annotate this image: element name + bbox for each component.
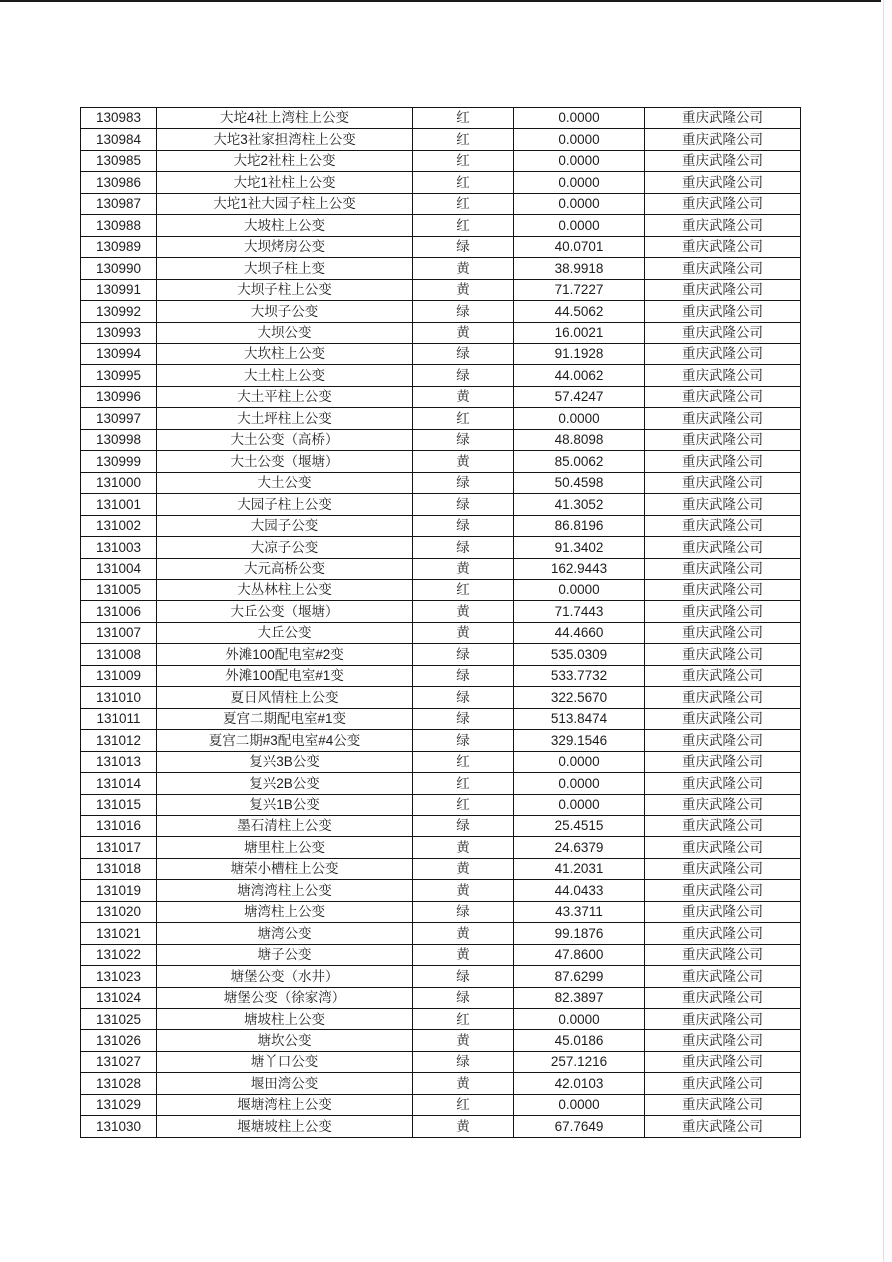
cell-value: 40.0701 [514,236,645,257]
cell-id: 130997 [81,408,157,429]
cell-id: 131025 [81,1009,157,1030]
cell-name: 大园子公变 [157,515,413,536]
cell-id: 131012 [81,730,157,751]
cell-name: 大丘公变（堰塘） [157,601,413,622]
cell-id: 131030 [81,1116,157,1138]
cell-id: 131009 [81,665,157,686]
cell-name: 塘堡公变（水井） [157,966,413,987]
table-row [81,1073,801,1094]
table-row [81,880,801,901]
cell-company: 重庆武隆公司 [645,1009,801,1030]
cell-company: 重庆武隆公司 [645,343,801,364]
table-row [81,429,801,450]
cell-name: 大坝子柱上公变 [157,279,413,300]
cell-value: 43.3711 [514,901,645,922]
cell-status: 绿 [413,730,514,751]
cell-company: 重庆武隆公司 [645,451,801,472]
cell-company: 重庆武隆公司 [645,386,801,407]
cell-status: 红 [413,794,514,815]
cell-status: 黄 [413,386,514,407]
cell-id: 131005 [81,579,157,600]
cell-company: 重庆武隆公司 [645,193,801,214]
cell-status: 黄 [413,837,514,858]
cell-status: 绿 [413,429,514,450]
cell-name: 复兴2B公变 [157,773,413,794]
cell-status: 绿 [413,966,514,987]
table-row [81,708,801,729]
table-row [81,794,801,815]
table-row [81,923,801,944]
cell-value: 0.0000 [514,579,645,600]
cell-value: 0.0000 [514,408,645,429]
cell-company: 重庆武隆公司 [645,901,801,922]
cell-company: 重庆武隆公司 [645,215,801,236]
cell-value: 44.5062 [514,301,645,322]
cell-name: 大土柱上公变 [157,365,413,386]
cell-name: 塘堡公变（徐家湾） [157,987,413,1008]
table-row [81,987,801,1008]
cell-id: 130984 [81,129,157,150]
cell-name: 塘里柱上公变 [157,837,413,858]
table-row [81,386,801,407]
cell-id: 130985 [81,150,157,171]
cell-id: 131017 [81,837,157,858]
cell-value: 0.0000 [514,215,645,236]
cell-status: 红 [413,108,514,129]
cell-value: 42.0103 [514,1073,645,1094]
cell-id: 131024 [81,987,157,1008]
table-row [81,622,801,643]
cell-value: 86.8196 [514,515,645,536]
cell-name: 塘湾柱上公变 [157,901,413,922]
cell-company: 重庆武隆公司 [645,730,801,751]
cell-name: 墨石清柱上公变 [157,815,413,836]
table-row [81,408,801,429]
cell-company: 重庆武隆公司 [645,1073,801,1094]
cell-name: 塘坡柱上公变 [157,1009,413,1030]
table-row [81,1030,801,1051]
cell-value: 57.4247 [514,386,645,407]
cell-id: 131014 [81,773,157,794]
cell-status: 黄 [413,322,514,343]
cell-name: 塘荣小槽柱上公变 [157,858,413,879]
cell-company: 重庆武隆公司 [645,429,801,450]
cell-id: 131023 [81,966,157,987]
cell-id: 131010 [81,687,157,708]
cell-status: 绿 [413,494,514,515]
cell-company: 重庆武隆公司 [645,837,801,858]
cell-name: 大园子柱上公变 [157,494,413,515]
cell-company: 重庆武隆公司 [645,1030,801,1051]
cell-status: 绿 [413,515,514,536]
cell-company: 重庆武隆公司 [645,494,801,515]
cell-status: 绿 [413,1051,514,1072]
cell-id: 131001 [81,494,157,515]
cell-value: 44.0433 [514,880,645,901]
cell-id: 131029 [81,1094,157,1115]
cell-status: 绿 [413,687,514,708]
cell-status: 黄 [413,451,514,472]
cell-company: 重庆武隆公司 [645,472,801,493]
cell-status: 黄 [413,880,514,901]
cell-value: 0.0000 [514,108,645,129]
cell-name: 大坨1社大园子柱上公变 [157,193,413,214]
cell-id: 131022 [81,944,157,965]
cell-value: 41.2031 [514,858,645,879]
cell-status: 红 [413,172,514,193]
cell-name: 大坨2社柱上公变 [157,150,413,171]
cell-id: 131013 [81,751,157,772]
cell-value: 0.0000 [514,193,645,214]
cell-id: 131028 [81,1073,157,1094]
cell-status: 黄 [413,944,514,965]
cell-status: 红 [413,129,514,150]
cell-value: 87.6299 [514,966,645,987]
cell-id: 130986 [81,172,157,193]
cell-company: 重庆武隆公司 [645,579,801,600]
cell-value: 535.0309 [514,644,645,665]
cell-value: 0.0000 [514,751,645,772]
cell-id: 130993 [81,322,157,343]
cell-company: 重庆武隆公司 [645,773,801,794]
cell-value: 44.4660 [514,622,645,643]
cell-id: 131020 [81,901,157,922]
table-row [81,301,801,322]
table-row [81,236,801,257]
cell-status: 绿 [413,665,514,686]
cell-value: 322.5670 [514,687,645,708]
cell-id: 130983 [81,108,157,129]
cell-status: 红 [413,408,514,429]
cell-id: 131000 [81,472,157,493]
cell-name: 大坝子公变 [157,301,413,322]
table-row [81,172,801,193]
table-row [81,472,801,493]
table-row [81,537,801,558]
cell-company: 重庆武隆公司 [645,279,801,300]
table-row [81,579,801,600]
cell-name: 夏宫二期#3配电室#4公变 [157,730,413,751]
table-body [81,108,801,1138]
table-row [81,365,801,386]
cell-name: 大凉子公变 [157,537,413,558]
cell-id: 131003 [81,537,157,558]
cell-value: 47.8600 [514,944,645,965]
cell-name: 塘丫口公变 [157,1051,413,1072]
cell-name: 塘湾湾柱上公变 [157,880,413,901]
cell-company: 重庆武隆公司 [645,880,801,901]
cell-company: 重庆武隆公司 [645,601,801,622]
cell-name: 大坝子柱上变 [157,258,413,279]
table-row [81,751,801,772]
cell-name: 大土公变（高桥） [157,429,413,450]
cell-company: 重庆武隆公司 [645,644,801,665]
table-row [81,1051,801,1072]
cell-company: 重庆武隆公司 [645,1116,801,1138]
cell-value: 0.0000 [514,129,645,150]
table-row [81,730,801,751]
cell-company: 重庆武隆公司 [645,708,801,729]
table-row [81,858,801,879]
cell-id: 130994 [81,343,157,364]
cell-company: 重庆武隆公司 [645,322,801,343]
cell-status: 绿 [413,236,514,257]
cell-status: 黄 [413,601,514,622]
table-row [81,558,801,579]
table-row [81,279,801,300]
cell-name: 大坝烤房公变 [157,236,413,257]
cell-name: 塘子公变 [157,944,413,965]
cell-status: 红 [413,150,514,171]
cell-name: 复兴3B公变 [157,751,413,772]
cell-name: 大坡柱上公变 [157,215,413,236]
cell-status: 黄 [413,1073,514,1094]
cell-value: 16.0021 [514,322,645,343]
cell-status: 黄 [413,1116,514,1138]
cell-company: 重庆武隆公司 [645,1051,801,1072]
cell-company: 重庆武隆公司 [645,408,801,429]
cell-id: 131007 [81,622,157,643]
cell-value: 0.0000 [514,172,645,193]
cell-company: 重庆武隆公司 [645,150,801,171]
table-row [81,687,801,708]
cell-id: 130990 [81,258,157,279]
cell-status: 红 [413,215,514,236]
cell-status: 绿 [413,301,514,322]
cell-value: 41.3052 [514,494,645,515]
cell-name: 大坨3社家担湾柱上公变 [157,129,413,150]
cell-status: 绿 [413,987,514,1008]
cell-id: 130998 [81,429,157,450]
cell-status: 红 [413,1009,514,1030]
cell-status: 黄 [413,923,514,944]
cell-name: 大元高桥公变 [157,558,413,579]
cell-value: 44.0062 [514,365,645,386]
page-top-edge [0,0,881,2]
cell-status: 绿 [413,365,514,386]
table-row [81,773,801,794]
cell-company: 重庆武隆公司 [645,751,801,772]
cell-status: 黄 [413,258,514,279]
cell-name: 大坎柱上公变 [157,343,413,364]
cell-id: 131004 [81,558,157,579]
cell-name: 复兴1B公变 [157,794,413,815]
cell-status: 绿 [413,901,514,922]
cell-value: 533.7732 [514,665,645,686]
cell-company: 重庆武隆公司 [645,365,801,386]
cell-id: 130995 [81,365,157,386]
cell-company: 重庆武隆公司 [645,923,801,944]
cell-id: 130999 [81,451,157,472]
cell-status: 绿 [413,472,514,493]
cell-company: 重庆武隆公司 [645,1094,801,1115]
cell-id: 130991 [81,279,157,300]
table-row [81,515,801,536]
table-row [81,215,801,236]
cell-status: 黄 [413,858,514,879]
cell-id: 131026 [81,1030,157,1051]
cell-name: 塘坎公变 [157,1030,413,1051]
table-row [81,944,801,965]
cell-name: 外滩100配电室#1变 [157,665,413,686]
cell-status: 绿 [413,537,514,558]
table-row [81,1094,801,1115]
cell-id: 131019 [81,880,157,901]
table-row [81,150,801,171]
cell-id: 130989 [81,236,157,257]
table-row [81,1116,801,1138]
cell-id: 131006 [81,601,157,622]
cell-value: 48.8098 [514,429,645,450]
cell-status: 绿 [413,708,514,729]
cell-name: 塘湾公变 [157,923,413,944]
cell-company: 重庆武隆公司 [645,815,801,836]
cell-name: 大坨4社上湾柱上公变 [157,108,413,129]
cell-status: 红 [413,751,514,772]
table-row [81,258,801,279]
cell-name: 大丘公变 [157,622,413,643]
cell-name: 堰塘坡柱上公变 [157,1116,413,1138]
cell-name: 大土公变（堰塘） [157,451,413,472]
table-row [81,837,801,858]
cell-value: 329.1546 [514,730,645,751]
cell-name: 大土坪柱上公变 [157,408,413,429]
cell-value: 45.0186 [514,1030,645,1051]
table-row [81,644,801,665]
cell-value: 0.0000 [514,1094,645,1115]
cell-value: 91.3402 [514,537,645,558]
cell-status: 红 [413,579,514,600]
cell-value: 0.0000 [514,773,645,794]
cell-status: 黄 [413,1030,514,1051]
cell-value: 82.3897 [514,987,645,1008]
cell-value: 24.6379 [514,837,645,858]
cell-id: 131011 [81,708,157,729]
cell-company: 重庆武隆公司 [645,622,801,643]
table-row [81,322,801,343]
cell-status: 黄 [413,558,514,579]
cell-company: 重庆武隆公司 [645,794,801,815]
cell-value: 91.1928 [514,343,645,364]
cell-value: 0.0000 [514,150,645,171]
cell-status: 黄 [413,279,514,300]
table-row [81,966,801,987]
table-row [81,108,801,129]
cell-name: 堰田湾公变 [157,1073,413,1094]
cell-company: 重庆武隆公司 [645,687,801,708]
table-row [81,1009,801,1030]
cell-name: 大坨1社柱上公变 [157,172,413,193]
table-row [81,129,801,150]
cell-id: 131027 [81,1051,157,1072]
cell-company: 重庆武隆公司 [645,966,801,987]
cell-value: 25.4515 [514,815,645,836]
cell-value: 71.7443 [514,601,645,622]
cell-id: 131021 [81,923,157,944]
cell-company: 重庆武隆公司 [645,301,801,322]
cell-company: 重庆武隆公司 [645,665,801,686]
cell-id: 131016 [81,815,157,836]
cell-value: 0.0000 [514,1009,645,1030]
cell-name: 夏日风情柱上公变 [157,687,413,708]
table-row [81,193,801,214]
cell-status: 绿 [413,644,514,665]
cell-company: 重庆武隆公司 [645,236,801,257]
cell-value: 85.0062 [514,451,645,472]
transformer-data-table [80,107,801,1138]
cell-id: 131018 [81,858,157,879]
cell-id: 131015 [81,794,157,815]
cell-id: 130996 [81,386,157,407]
cell-name: 外滩100配电室#2变 [157,644,413,665]
cell-company: 重庆武隆公司 [645,258,801,279]
cell-value: 50.4598 [514,472,645,493]
cell-company: 重庆武隆公司 [645,987,801,1008]
table-row [81,901,801,922]
cell-value: 71.7227 [514,279,645,300]
table-row [81,451,801,472]
cell-company: 重庆武隆公司 [645,515,801,536]
cell-id: 131008 [81,644,157,665]
cell-name: 大土平柱上公变 [157,386,413,407]
cell-value: 162.9443 [514,558,645,579]
table-row [81,665,801,686]
cell-status: 绿 [413,815,514,836]
cell-company: 重庆武隆公司 [645,858,801,879]
table-row [81,601,801,622]
cell-company: 重庆武隆公司 [645,558,801,579]
table-row [81,494,801,515]
cell-id: 130988 [81,215,157,236]
cell-status: 绿 [413,343,514,364]
table-row [81,815,801,836]
cell-company: 重庆武隆公司 [645,944,801,965]
cell-name: 大丛林柱上公变 [157,579,413,600]
cell-value: 257.1216 [514,1051,645,1072]
cell-value: 67.7649 [514,1116,645,1138]
cell-name: 夏宫二期配电室#1变 [157,708,413,729]
table-row [81,343,801,364]
cell-value: 99.1876 [514,923,645,944]
cell-company: 重庆武隆公司 [645,108,801,129]
cell-value: 0.0000 [514,794,645,815]
cell-company: 重庆武隆公司 [645,537,801,558]
cell-value: 513.8474 [514,708,645,729]
cell-company: 重庆武隆公司 [645,172,801,193]
cell-status: 红 [413,193,514,214]
cell-name: 堰塘湾柱上公变 [157,1094,413,1115]
cell-status: 红 [413,773,514,794]
cell-id: 130992 [81,301,157,322]
cell-value: 38.9918 [514,258,645,279]
cell-company: 重庆武隆公司 [645,129,801,150]
cell-name: 大坝公变 [157,322,413,343]
cell-status: 红 [413,1094,514,1115]
cell-id: 131002 [81,515,157,536]
cell-name: 大土公变 [157,472,413,493]
cell-id: 130987 [81,193,157,214]
cell-status: 黄 [413,622,514,643]
